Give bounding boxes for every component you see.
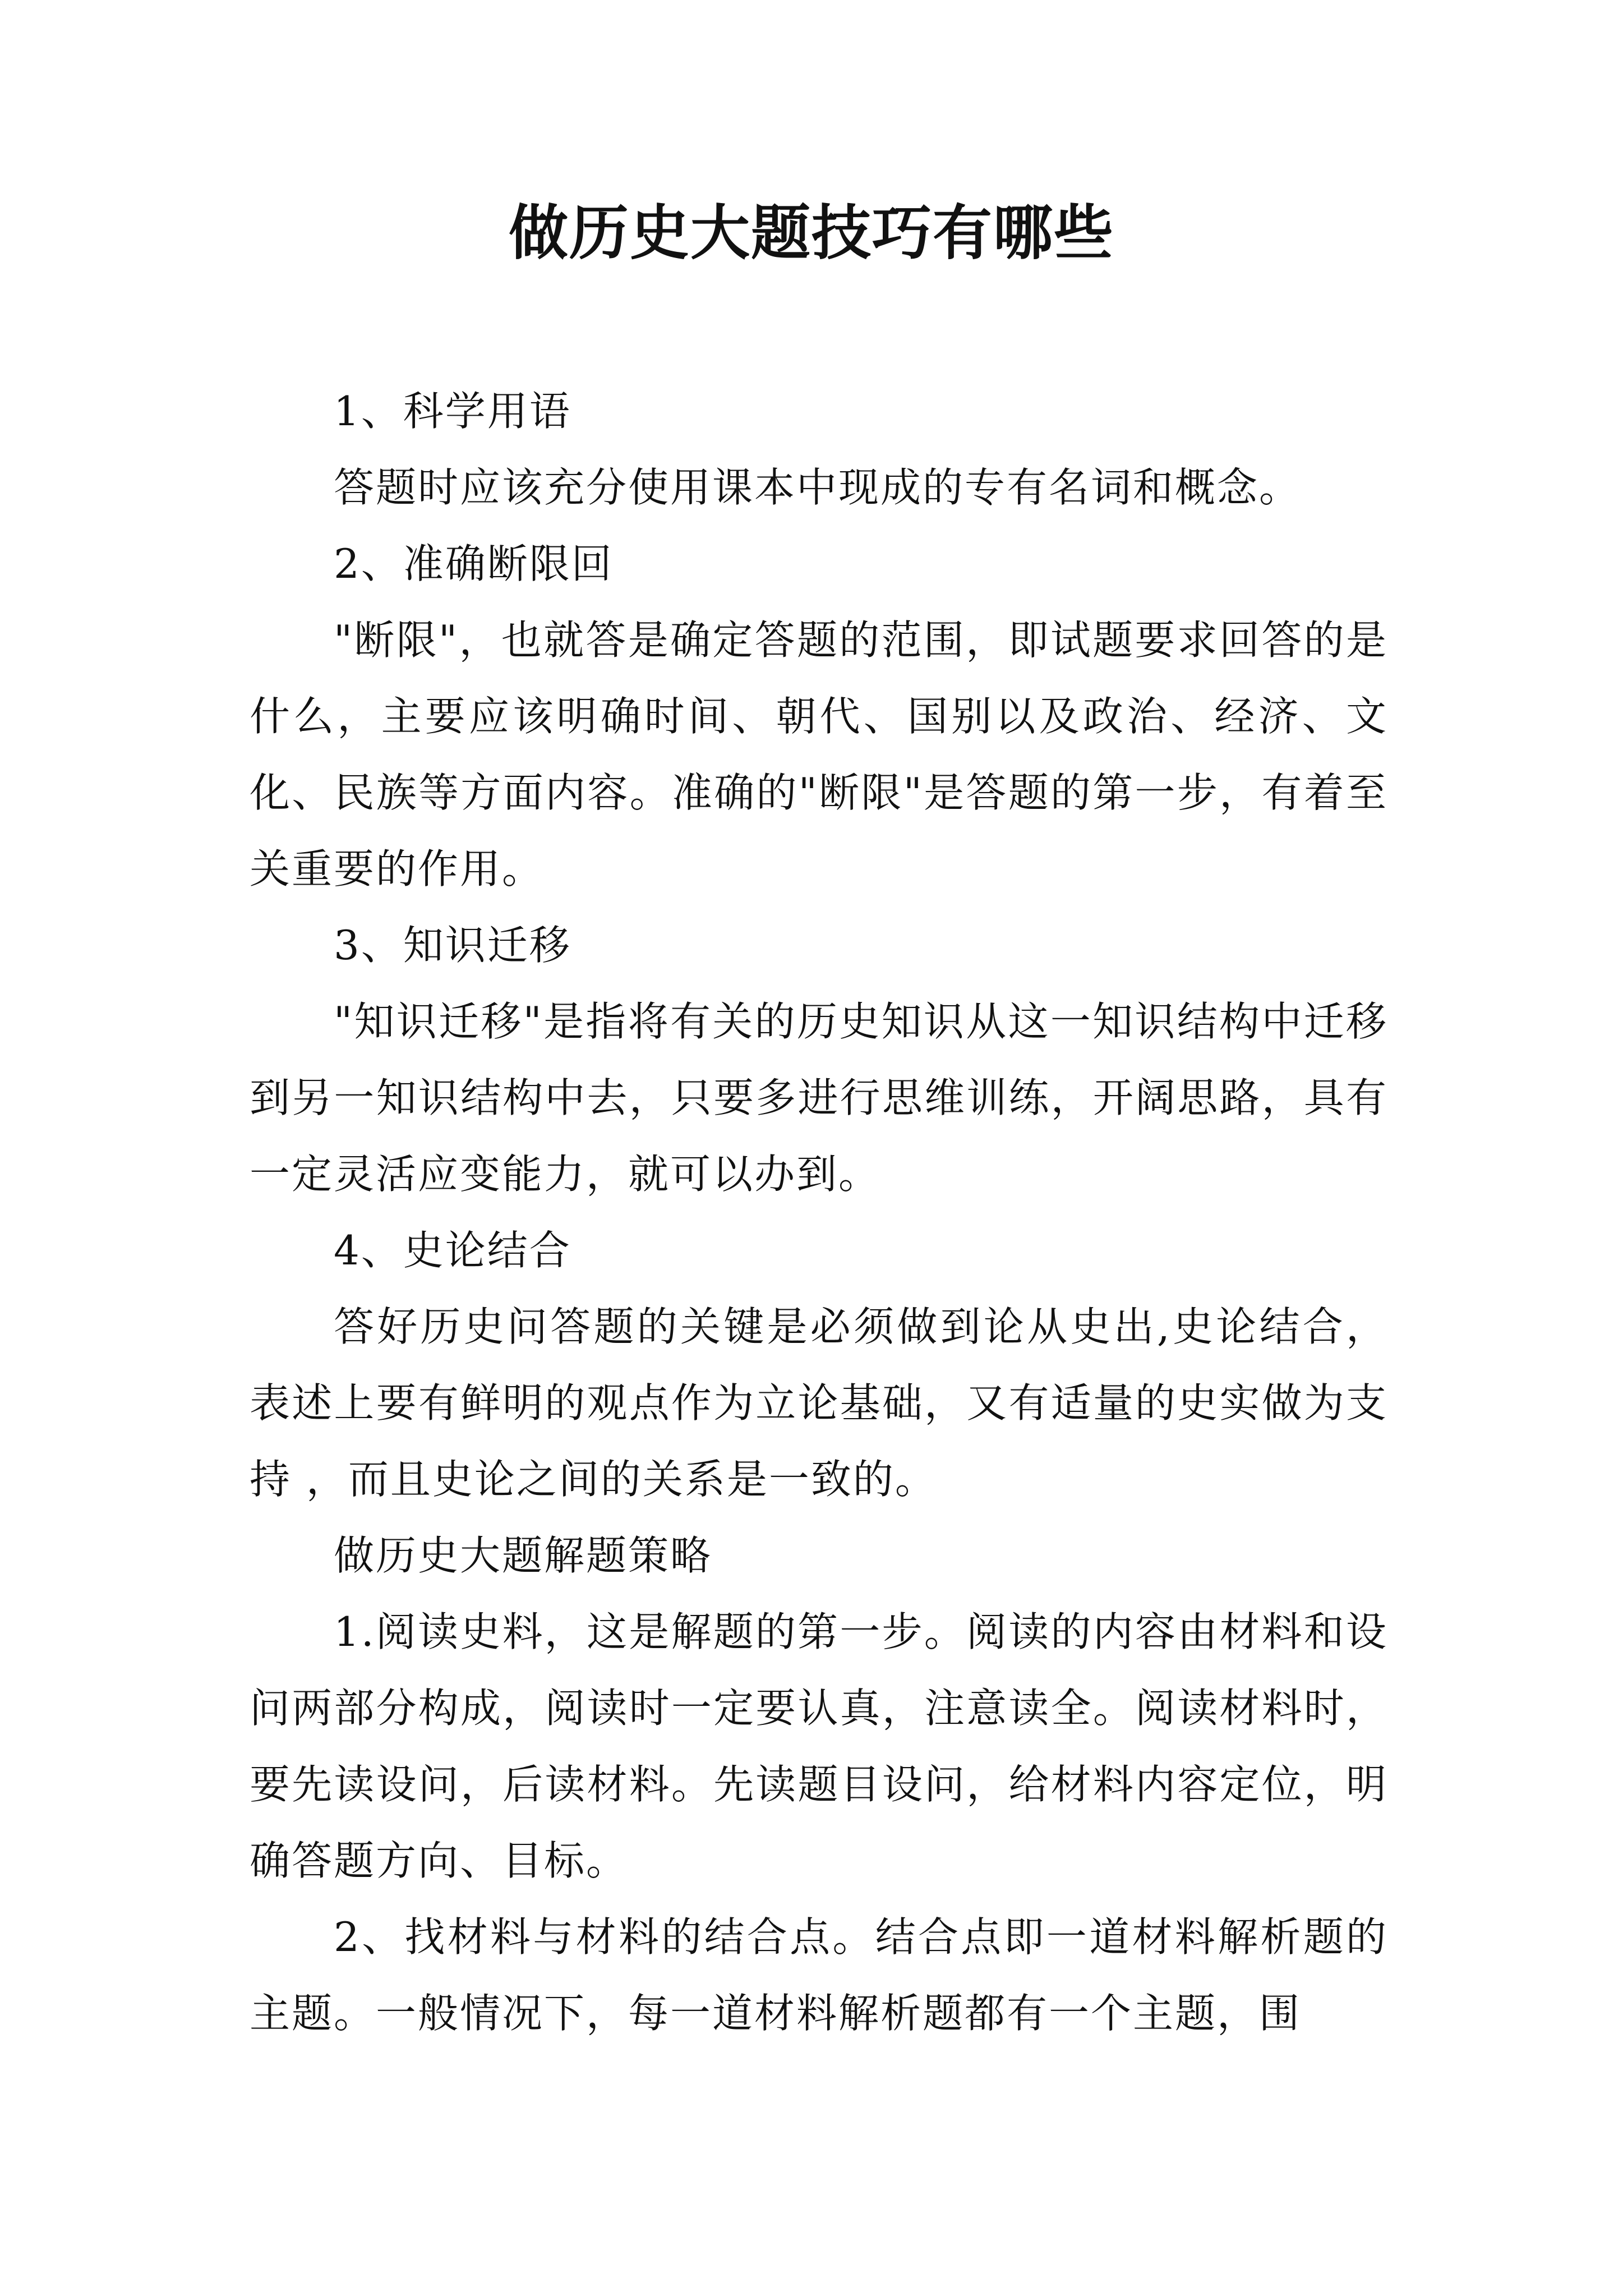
paragraph-find-connection: 2、找材料与材料的结合点。结合点即一道材料解析题的主题。一般情况下，每一道材料解析题都有一个主题，围 — [250, 1913, 1388, 2037]
heading-strategy: 做历史大题解题策略 — [334, 1532, 713, 1579]
paragraph-knowledge-transfer: "知识迁移"是指将有关的历史知识从这一知识结构中迁移到另一知识结构中去，只要多进行思维训练，开阔思路，具有一定灵活应变能力，就可以办到。 — [250, 998, 1388, 1198]
paragraph-scientific-terms: 答题时应该充分使用课本中现成的专有名词和概念。 — [334, 464, 1302, 511]
document-title: 做历史大题技巧有哪些 — [509, 197, 1114, 268]
heading-accurate-scope: 2、准确断限回 — [334, 540, 614, 587]
paragraph-accurate-scope: "断限"，也就答是确定答题的范围，即试题要求回答的是什么，主要应该明确时间、朝代、国别以及政治、经济、文化、民族等方面内容。准确的"断限"是答题的第一步，有着至关重要的作用。 — [250, 616, 1388, 892]
heading-knowledge-transfer: 3、知识迁移 — [334, 922, 571, 969]
document-body — [250, 373, 1388, 2051]
paragraph-history-argument: 答好历史问答题的关键是必须做到论从史出,史论结合，表述上要有鲜明的观点作为立论基础，又有适量的史实做为支持 ，而且史论之间的关系是一致的。 — [250, 1303, 1388, 1503]
heading-history-argument: 4、史论结合 — [334, 1227, 571, 1274]
paragraph-read-materials: 1.阅读史料，这是解题的第一步。阅读的内容由材料和设问两部分构成，阅读时一定要认真，注意读全。阅读材料时，要先读设问，后读材料。先读题目设问，给材料内容定位，明确答题方向、目标。 — [250, 1608, 1388, 1884]
heading-scientific-terms: 1、科学用语 — [334, 388, 571, 435]
